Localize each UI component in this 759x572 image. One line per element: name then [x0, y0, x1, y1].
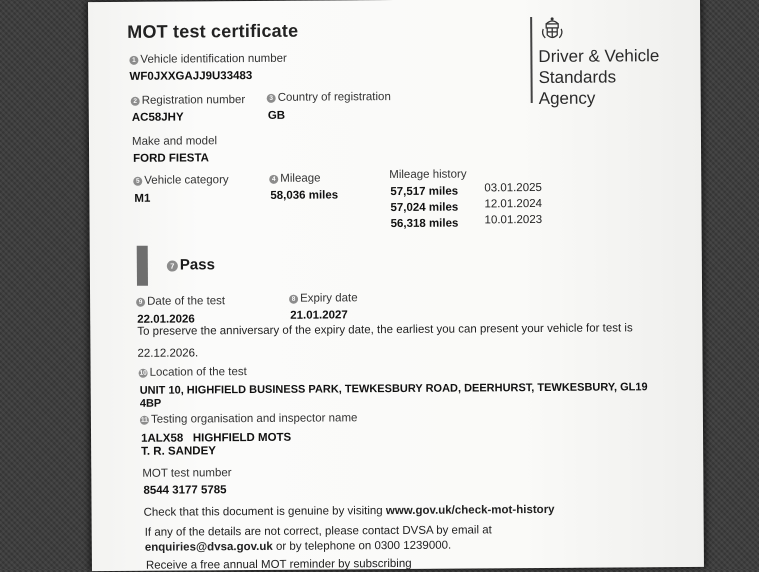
- mot-history-link[interactable]: www.gov.uk/check-mot-history: [385, 503, 555, 518]
- certificate-title: MOT test certificate: [127, 20, 299, 42]
- field-number-8: 8: [289, 295, 298, 304]
- category-value: M1: [134, 192, 151, 205]
- field-number-2: 2: [131, 97, 140, 106]
- mileage-value: 58,036 miles: [270, 189, 339, 202]
- test-date-label: [136, 295, 225, 308]
- vin-label: [129, 53, 286, 66]
- mileage-label-text: Mileage: [280, 172, 321, 185]
- registration-label: [131, 94, 246, 107]
- mileage-history-date-3: 10.01.2023: [484, 213, 543, 227]
- preserve-note-line-1: To preserve the anniversary of the expiry date, the earliest you can present your vehicle for test is: [137, 322, 633, 338]
- field-number-1: 1: [129, 56, 138, 65]
- field-number-5: 5: [133, 177, 142, 186]
- mileage-history-date-1: 03.01.2025: [484, 181, 542, 195]
- preserve-note-line-2: 22.12.2026.: [137, 347, 199, 360]
- agency-line-2: Standards: [538, 67, 617, 87]
- test-number-value: 8544 3177 5785: [143, 484, 227, 497]
- test-result-text: Pass: [179, 256, 215, 274]
- registration-value: AC58JHY: [131, 111, 184, 124]
- contact-email-link[interactable]: enquiries@dvsa.gov.uk: [144, 540, 273, 554]
- category-label-text: Vehicle category: [144, 174, 229, 187]
- country-label-text: Country of registration: [277, 91, 391, 104]
- mileage-history-miles-2: 57,024 miles: [390, 201, 459, 215]
- result-marker: [137, 246, 148, 286]
- organisation-label: [140, 412, 358, 426]
- make-model-label: Make and model: [131, 135, 218, 148]
- mileage-label: [269, 173, 320, 185]
- location-label: [139, 366, 247, 379]
- agency-line-1: Driver & Vehicle: [538, 46, 660, 66]
- contact-phone-text: or by telephone on 0300 1239000.: [272, 539, 452, 553]
- expiry-label: [289, 292, 358, 304]
- field-number-10: 10: [139, 369, 147, 377]
- vin-value: WF0JXXGAJJ9U33483: [129, 69, 253, 83]
- agency-name: [538, 45, 659, 109]
- mileage-history-date-2: 12.01.2024: [484, 197, 543, 211]
- test-date-label-text: Date of the test: [147, 295, 226, 308]
- agency-divider: [530, 17, 532, 103]
- royal-crest-icon: [538, 15, 566, 43]
- field-number-9: 9: [136, 298, 145, 307]
- field-number-11: 11: [140, 416, 148, 424]
- expiry-label-text: Expiry date: [300, 292, 358, 305]
- agency-line-3: Agency: [538, 88, 596, 108]
- test-date-value: 22.01.2026: [137, 313, 195, 326]
- field-number-4: 4: [269, 175, 278, 184]
- mileage-history-miles-1: 57,517 miles: [390, 185, 459, 199]
- category-label: [133, 174, 228, 187]
- test-number-label: MOT test number: [142, 467, 232, 480]
- country-value: GB: [267, 109, 286, 122]
- reminder-text: Receive a free annual MOT reminder by subscribing: [145, 557, 412, 572]
- genuine-check-prefix: Check that this document is genuine by visiting: [143, 505, 386, 519]
- inspector-name: T. R. SANDEY: [141, 445, 216, 458]
- location-label-text: Location of the test: [149, 366, 247, 379]
- contact-text-line-2: [145, 540, 451, 554]
- vin-label-text: Vehicle identification number: [140, 52, 287, 66]
- field-number-3: 3: [267, 94, 276, 103]
- genuine-check-text: [144, 504, 555, 519]
- contact-text-line-1: If any of the details are not correct, please contact DVSA by email at: [144, 524, 492, 539]
- location-line-1: UNIT 10, HIGHFIELD BUSINESS PARK, TEWKESBURY ROAD, DEERHURST, TEWKESBURY, GL19: [139, 381, 648, 397]
- make-model-value: FORD FIESTA: [133, 152, 209, 165]
- mileage-history-miles-3: 56,318 miles: [390, 217, 459, 231]
- organisation-line-1: 1ALX58 HIGHFIELD MOTS: [141, 431, 292, 445]
- mot-certificate-paper: [88, 0, 704, 571]
- location-line-2: 4BP: [139, 397, 162, 410]
- mileage-history-label: Mileage history: [389, 168, 467, 182]
- organisation-label-text: Testing organisation and inspector name: [150, 412, 358, 426]
- test-result: [167, 256, 215, 273]
- expiry-value: 21.01.2027: [290, 309, 348, 322]
- field-number-7: 7: [167, 261, 178, 272]
- registration-label-text: Registration number: [141, 94, 246, 107]
- country-label: [267, 91, 391, 104]
